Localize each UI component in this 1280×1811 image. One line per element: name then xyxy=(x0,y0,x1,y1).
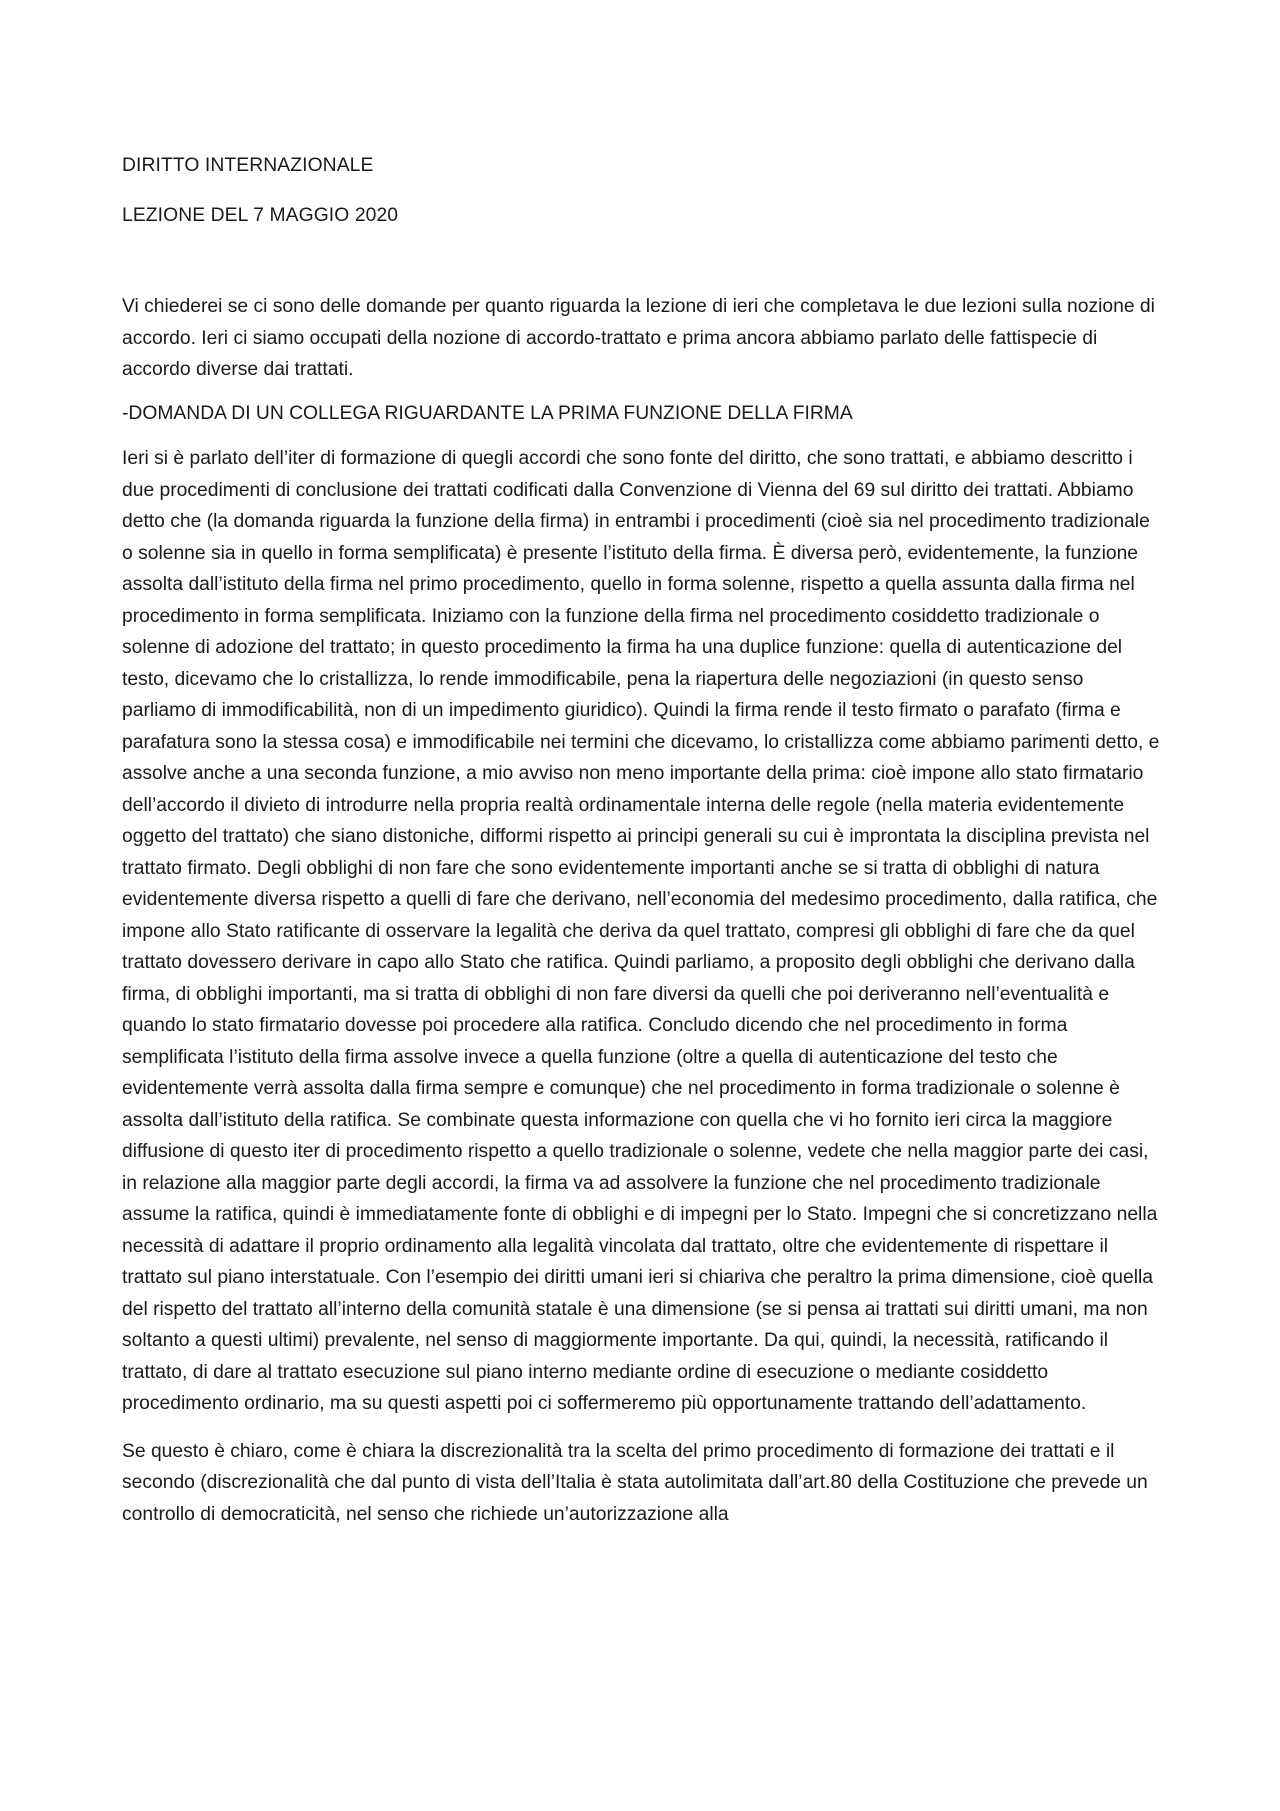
document-title: DIRITTO INTERNAZIONALE xyxy=(122,155,374,176)
paragraph-intro: Vi chiederei se ci sono delle domande per quanto riguarda la lezione di ieri che completava le due lezioni sulla nozione di accordo. Ieri ci siamo occupati della nozione di accordo-trattato e prima ancora abbiamo parlato delle fattispecie di accordo diverse dai trattati. xyxy=(122,296,1155,380)
paragraph-discretion: Se questo è chiaro, come è chiara la discrezionalità tra la scelta del primo procedimento di formazione dei trattati e il secondo (discrezionalità che dal punto di vista dell’Italia è stata autolimitata dall’art.80 della Costituzione che prevede un controllo di democraticità, nel senso che richiede un’autorizzazione alla xyxy=(122,1440,1148,1525)
document-page xyxy=(122,150,1162,1530)
paragraph-signature-function: Ieri si è parlato dell’iter di formazione di quegli accordi che sono fonte del diritto, che sono trattati, e abbiamo descritto i due procedimenti di conclusione dei trattati codificati dalla Convenzione di Vienna del 69 sul diritto dei trattati. Abbiamo detto che (la domanda riguarda la funzione della firma) in entrambi i procedimenti (cioè sia nel procedimento tradizionale o solenne sia in quello in forma semplificata) è presente l’istituto della firma. È diversa però, evidentemente, la funzione assolta dall’istituto della firma nel primo procedimento, quello in forma solenne, rispetto a quella assunta dalla firma nel procedimento in forma semplificata. Iniziamo con la funzione della firma nel procedimento cosiddetto tradizionale o solenne di adozione del trattato; in questo procedimento la firma ha una duplice funzione: quella di autenticazione del testo, dicevamo che lo cristallizza, lo rende immodificabile, pena la riapertura delle negoziazioni (in questo senso parliamo di immodificabilità, non di un impedimento giuridico). Quindi la firma rende il testo firmato o parafato (firma e parafatura sono la stessa cosa) e immodificabile nei termini che dicevamo, lo cristallizza come abbiamo parimenti detto, e assolve anche a una seconda funzione, a mio avviso non meno importante della prima: cioè impone allo stato firmatario dell’accordo il divieto di introdurre nella propria realtà ordinamentale interna delle regole (nella materia evidentemente oggetto del trattato) che siano distoniche, difformi rispetto ai principi generali su cui è improntata la disciplina prevista nel trattato firmato. Degli obblighi di non fare che sono evidentemente importanti anche se si tratta di obblighi di natura evidentemente diversa rispetto a quelli di fare che derivano, nell’economia del medesimo procedimento, dalla ratifica, che impone allo Stato ratificante di osservare la legalità che deriva da quel trattato, compresi gli obblighi di fare che da quel trattato dovessero derivare in capo allo Stato che ratifica. Quindi parliamo, a proposito degli obblighi che derivano dalla firma, di obblighi importanti, ma si tratta di obblighi di non fare diversi da quelli che poi deriveranno nell’eventualità e quando lo stato firmatario dovesse poi procedere alla ratifica. Concludo dicendo che nel procedimento in forma semplificata l’istituto della firma assolve invece a quella funzione (oltre a quella di autenticazione del testo che evidentemente verrà assolta dalla firma sempre e comunque) che nel procedimento in forma tradizionale o solenne è assolta dall’istituto della ratifica. Se combinate questa informazione con quella che vi ho fornito ieri circa la maggiore diffusione di questo iter di procedimento rispetto a quello tradizionale o solenne, vedete che nella maggior parte dei casi, in relazione alla maggior parte degli accordi, la firma va ad assolvere la funzione che nel procedimento tradizionale assume la ratifica, quindi è immediatamente fonte di obblighi e di impegni per lo Stato. Impegni che si concretizzano nella necessità di adattare il proprio ordinamento alla legalità vincolata dal trattato, oltre che evidentemente di rispettare il trattato sul piano interstatuale. Con l’esempio dei diritti umani ieri si chiariva che peraltro la prima dimensione, cioè quella del rispetto del trattato all’interno della comunità statale è una dimensione (se si pensa ai trattati sui diritti umani, ma non soltanto a questi ultimi) prevalente, nel senso di maggiormente importante. Da qui, quindi, la necessità, ratificando il trattato, di dare al trattato esecuzione sul piano interno mediante ordine di esecuzione o mediante cosiddetto procedimento ordinario, ma su questi aspetti poi ci soffermeremo più opportunamente trattando dell’adattamento. xyxy=(122,448,1160,1414)
paragraph-question-heading: -DOMANDA DI UN COLLEGA RIGUARDANTE LA PRIMA FUNZIONE DELLA FIRMA xyxy=(122,402,853,424)
lesson-date: LEZIONE DEL 7 MAGGIO 2020 xyxy=(122,204,399,226)
